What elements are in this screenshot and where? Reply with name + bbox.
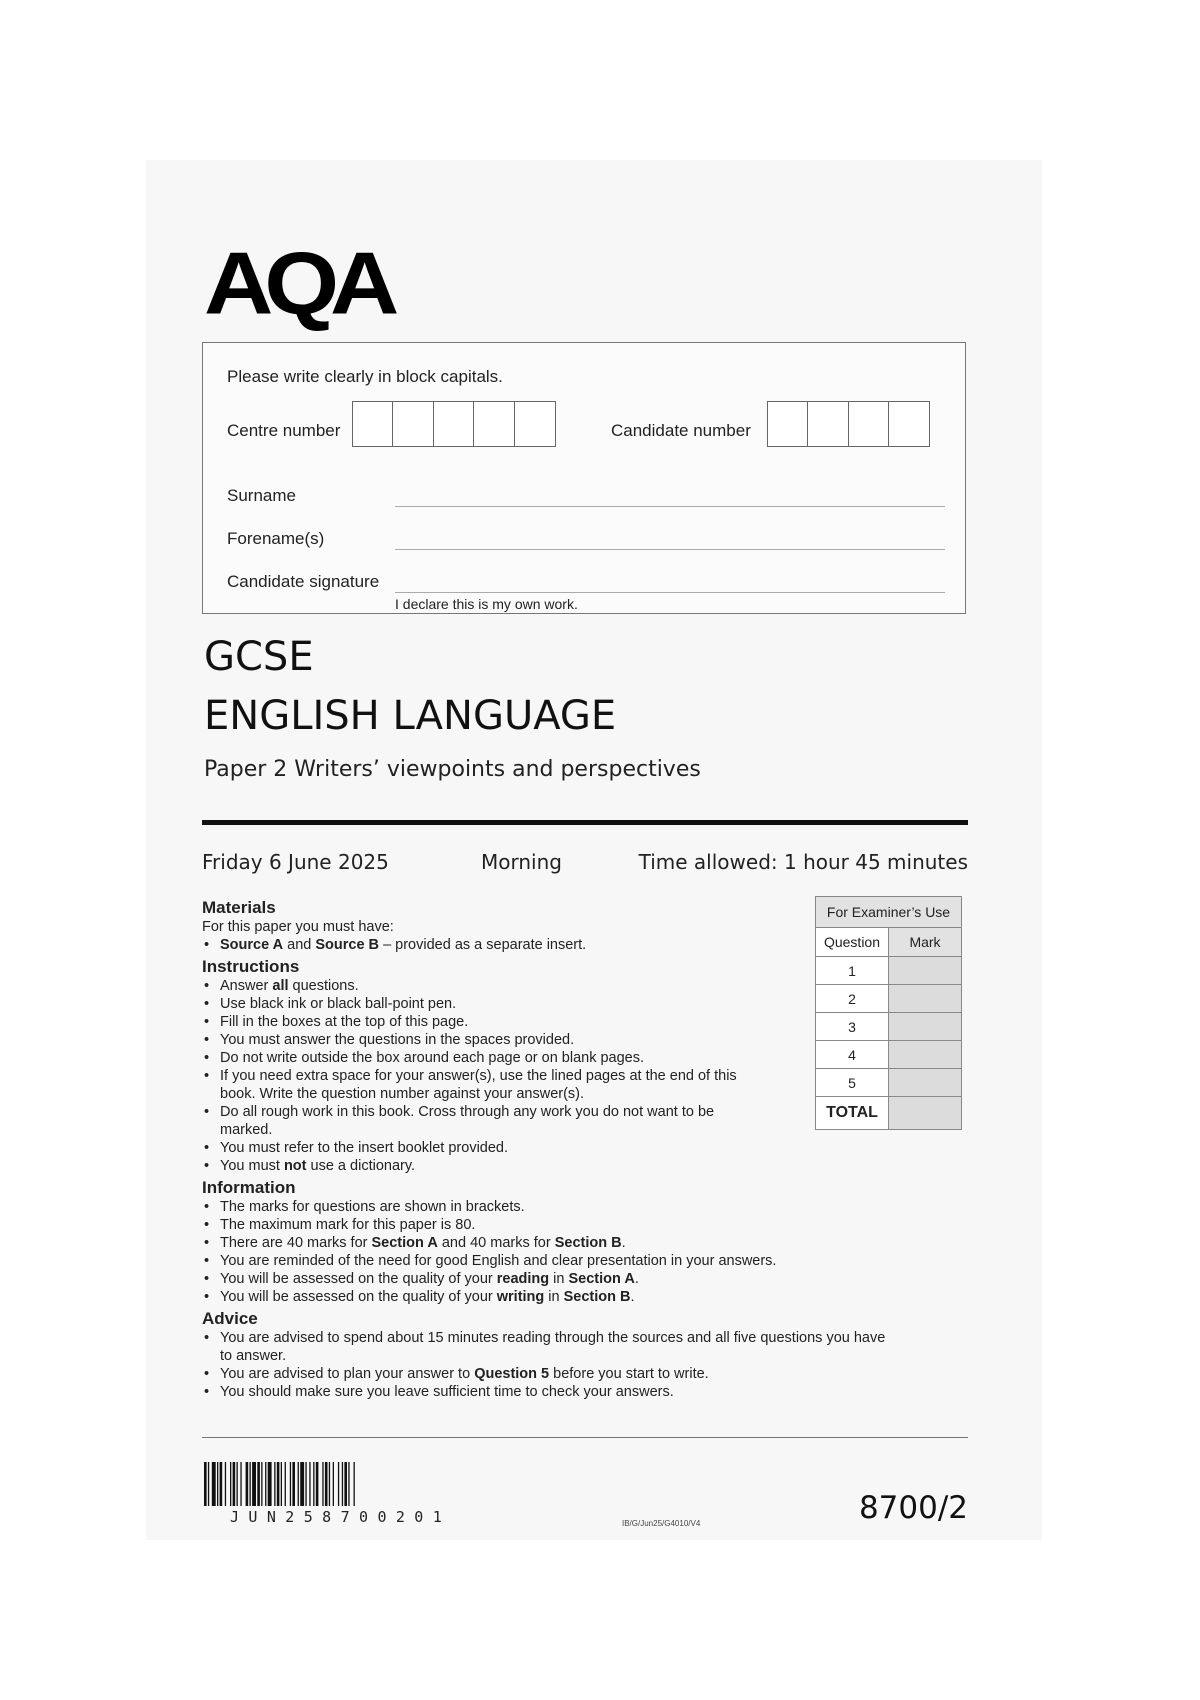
barcode-bar [292,1462,295,1506]
bullet-text: Section A [568,1271,635,1287]
bullet-text: You are advised to spend about 15 minutes reading through the sources and all five questions you have to answer. [220,1330,886,1364]
barcode-bar [316,1462,319,1506]
bullet-text: Use black ink or black ball-point pen. [220,996,457,1012]
mark-cell[interactable] [889,957,962,985]
surname-label: Surname [227,486,296,505]
bullet-item [220,1365,892,1383]
signature-field[interactable] [395,592,945,593]
barcode-bar [230,1462,231,1506]
barcode-bar [325,1462,328,1506]
bullet-text: You must refer to the insert booklet provided. [220,1140,509,1156]
bullet-text: Question 5 [474,1366,550,1382]
advice-list [202,1329,892,1401]
signature-label: Candidate signature [227,572,380,591]
barcode-bar [277,1462,280,1506]
bullet-text: before you start to write. [549,1366,709,1382]
bullet-item [220,1198,892,1216]
bullet-text: Source B [315,937,380,953]
bullet-item [220,1329,892,1365]
bullet-text: reading [496,1271,550,1287]
total-mark-cell[interactable] [889,1097,962,1130]
bullet-text: You will be assessed on the quality of your [220,1289,497,1305]
bullet-text: in [544,1289,564,1305]
footer-divider [202,1437,968,1438]
barcode-bar [225,1462,226,1506]
bullet-item [220,1288,892,1306]
bullet-item [220,1031,750,1049]
bullet-item [220,1049,750,1067]
bullet-text: Fill in the boxes at the top of this page. [220,1014,469,1030]
question-column-header: Question [816,928,889,957]
bullet-text: in [549,1271,569,1287]
mark-column-header: Mark [889,928,962,957]
centre-number-label: Centre number [227,421,341,440]
materials-lead: For this paper you must have: [202,919,394,935]
mark-cell[interactable] [889,1013,962,1041]
centre-number-field[interactable] [353,401,556,447]
bullet-text: Do all rough work in this book. Cross through any work you do not want to be marked. [220,1104,715,1138]
bullet-text: You must answer the questions in the spaces provided. [220,1032,575,1048]
barcode-bar [338,1462,339,1506]
block-capitals-instruction: Please write clearly in block capitals. [227,367,503,386]
subject-title: ENGLISH LANGUAGE [204,693,617,739]
barcode-bar [220,1462,223,1506]
bullet-item [220,1157,750,1175]
barcode-bar [300,1462,304,1506]
bullet-text: Source A [220,937,284,953]
question-number-cell: 4 [816,1041,889,1069]
barcode-bar [204,1462,207,1506]
declaration-text: I declare this is my own work. [395,596,578,612]
bullet-item [220,1252,892,1270]
bullet-text: and [283,937,316,953]
bullet-text: Do not write outside the box around each page or on blank pages. [220,1050,645,1066]
bullet-text: If you need extra space for your answer(s), use the lined pages at the end of this book. Write the question number against your answer(s). [220,1068,737,1102]
bullet-text: all [272,978,289,994]
centre-digit-box[interactable] [473,401,515,447]
bullet-item [220,1067,750,1103]
barcode-bar [354,1462,355,1506]
advice-heading: Advice [202,1309,258,1328]
bullet-text: Section A [371,1235,438,1251]
barcode-bar [313,1462,314,1506]
barcode-bar [322,1462,323,1506]
aqa-logo: AQA [204,234,391,333]
bullet-text: . [621,1235,626,1251]
total-label: TOTAL [816,1097,889,1130]
centre-digit-box[interactable] [433,401,475,447]
instructions-column [202,898,892,1401]
bullet-text: use a dictionary. [306,1158,416,1174]
qualification-title: GCSE [204,634,314,680]
question-number-cell: 3 [816,1013,889,1041]
barcode-bar [309,1462,310,1506]
bullet-text: . [634,1271,639,1287]
information-heading: Information [202,1178,296,1197]
barcode-bar [257,1462,260,1506]
candidate-number-label: Candidate number [611,421,751,440]
bullet-item [220,1383,892,1401]
bullet-text: Section B [554,1235,622,1251]
centre-digit-box[interactable] [514,401,556,447]
barcode-bar [250,1462,251,1506]
exam-session: Morning [481,850,562,874]
bullet-item [220,977,750,995]
candidate-number-field[interactable] [768,401,930,447]
materials-heading: Materials [202,898,276,917]
paper-title: Paper 2 Writers’ viewpoints and perspectives [204,757,701,782]
bullet-item [220,936,892,954]
bullet-item [220,1013,750,1031]
bullet-text: You are advised to plan your answer to [220,1366,475,1382]
bullet-item [220,1234,892,1252]
barcode-bar [217,1462,218,1506]
bullet-item [220,1139,750,1157]
bullet-text: You must [220,1158,284,1174]
candidate-details-box [202,342,966,614]
bullet-text: You should make sure you leave sufficient time to check your answers. [220,1384,674,1400]
barcode-bar [265,1462,266,1506]
bullet-text: and 40 marks for [437,1235,555,1251]
bullet-text: . [630,1289,635,1305]
information-list [202,1198,892,1306]
barcode-bar [268,1462,272,1506]
barcode-number: JUN258700201 [230,1508,452,1526]
barcode-bar [212,1462,216,1506]
barcode-bar [261,1462,262,1506]
examiner-use-table [815,896,962,1130]
print-code: IB/G/Jun25/G4010/V4 [622,1519,701,1528]
barcode-bar [290,1462,291,1506]
barcode-bar [252,1462,256,1506]
barcode-bar [274,1462,275,1506]
question-number-cell: 2 [816,985,889,1013]
paper-code: 8700/2 [858,1490,968,1526]
barcode-bar [237,1462,238,1506]
bullet-text: The marks for questions are shown in brackets. [220,1199,525,1215]
barcode-bar [305,1462,306,1506]
centre-digit-box[interactable] [352,401,394,447]
bullet-text: not [283,1158,307,1174]
bullet-text: The maximum mark for this paper is 80. [220,1217,476,1233]
bullet-text: You are reminded of the need for good English and clear presentation in your answers. [220,1253,777,1269]
barcode-bar [240,1462,241,1506]
title-divider [202,820,968,825]
candidate-digit-box[interactable] [767,401,809,447]
bullet-item [220,1270,892,1288]
bullet-text: Section B [563,1289,631,1305]
barcode-bar [348,1462,349,1506]
bullet-text: There are 40 marks for [220,1235,372,1251]
bullet-text: Answer [220,978,273,994]
examiner-table-title: For Examiner’s Use [816,897,962,928]
barcode-bar [233,1462,236,1506]
instructions-heading: Instructions [202,957,300,976]
surname-field[interactable] [395,506,945,507]
question-number-cell: 5 [816,1069,889,1097]
bullet-item [220,995,750,1013]
bullet-text: You will be assessed on the quality of your [220,1271,497,1287]
bullet-text: questions. [288,978,359,994]
barcode-bar [342,1462,343,1506]
barcode-bar [329,1462,330,1506]
mark-cell[interactable] [889,1041,962,1069]
barcode-bar [246,1462,249,1506]
forename-label: Forename(s) [227,529,325,548]
barcode-bar [285,1462,286,1506]
centre-digit-box[interactable] [392,401,434,447]
time-allowed: Time allowed: 1 hour 45 minutes [638,850,968,874]
mark-cell[interactable] [889,1069,962,1097]
candidate-digit-box[interactable] [848,401,890,447]
materials-list [202,936,892,954]
mark-cell[interactable] [889,985,962,1013]
barcode-bar [344,1462,347,1506]
bullet-text: writing [496,1289,545,1305]
bullet-text: – provided as a separate insert. [379,937,587,953]
bullet-item [220,1103,750,1139]
question-number-cell: 1 [816,957,889,985]
candidate-digit-box[interactable] [888,401,930,447]
barcode-bar [298,1462,299,1506]
barcode-image [204,1462,496,1514]
barcode-bar [281,1462,282,1506]
forename-field[interactable] [395,549,945,550]
bullet-item [220,1216,892,1234]
barcode-bar [208,1462,209,1506]
barcode-bar [333,1462,334,1506]
instructions-list [202,977,750,1175]
exam-date: Friday 6 June 2025 [202,850,389,874]
candidate-digit-box[interactable] [807,401,849,447]
